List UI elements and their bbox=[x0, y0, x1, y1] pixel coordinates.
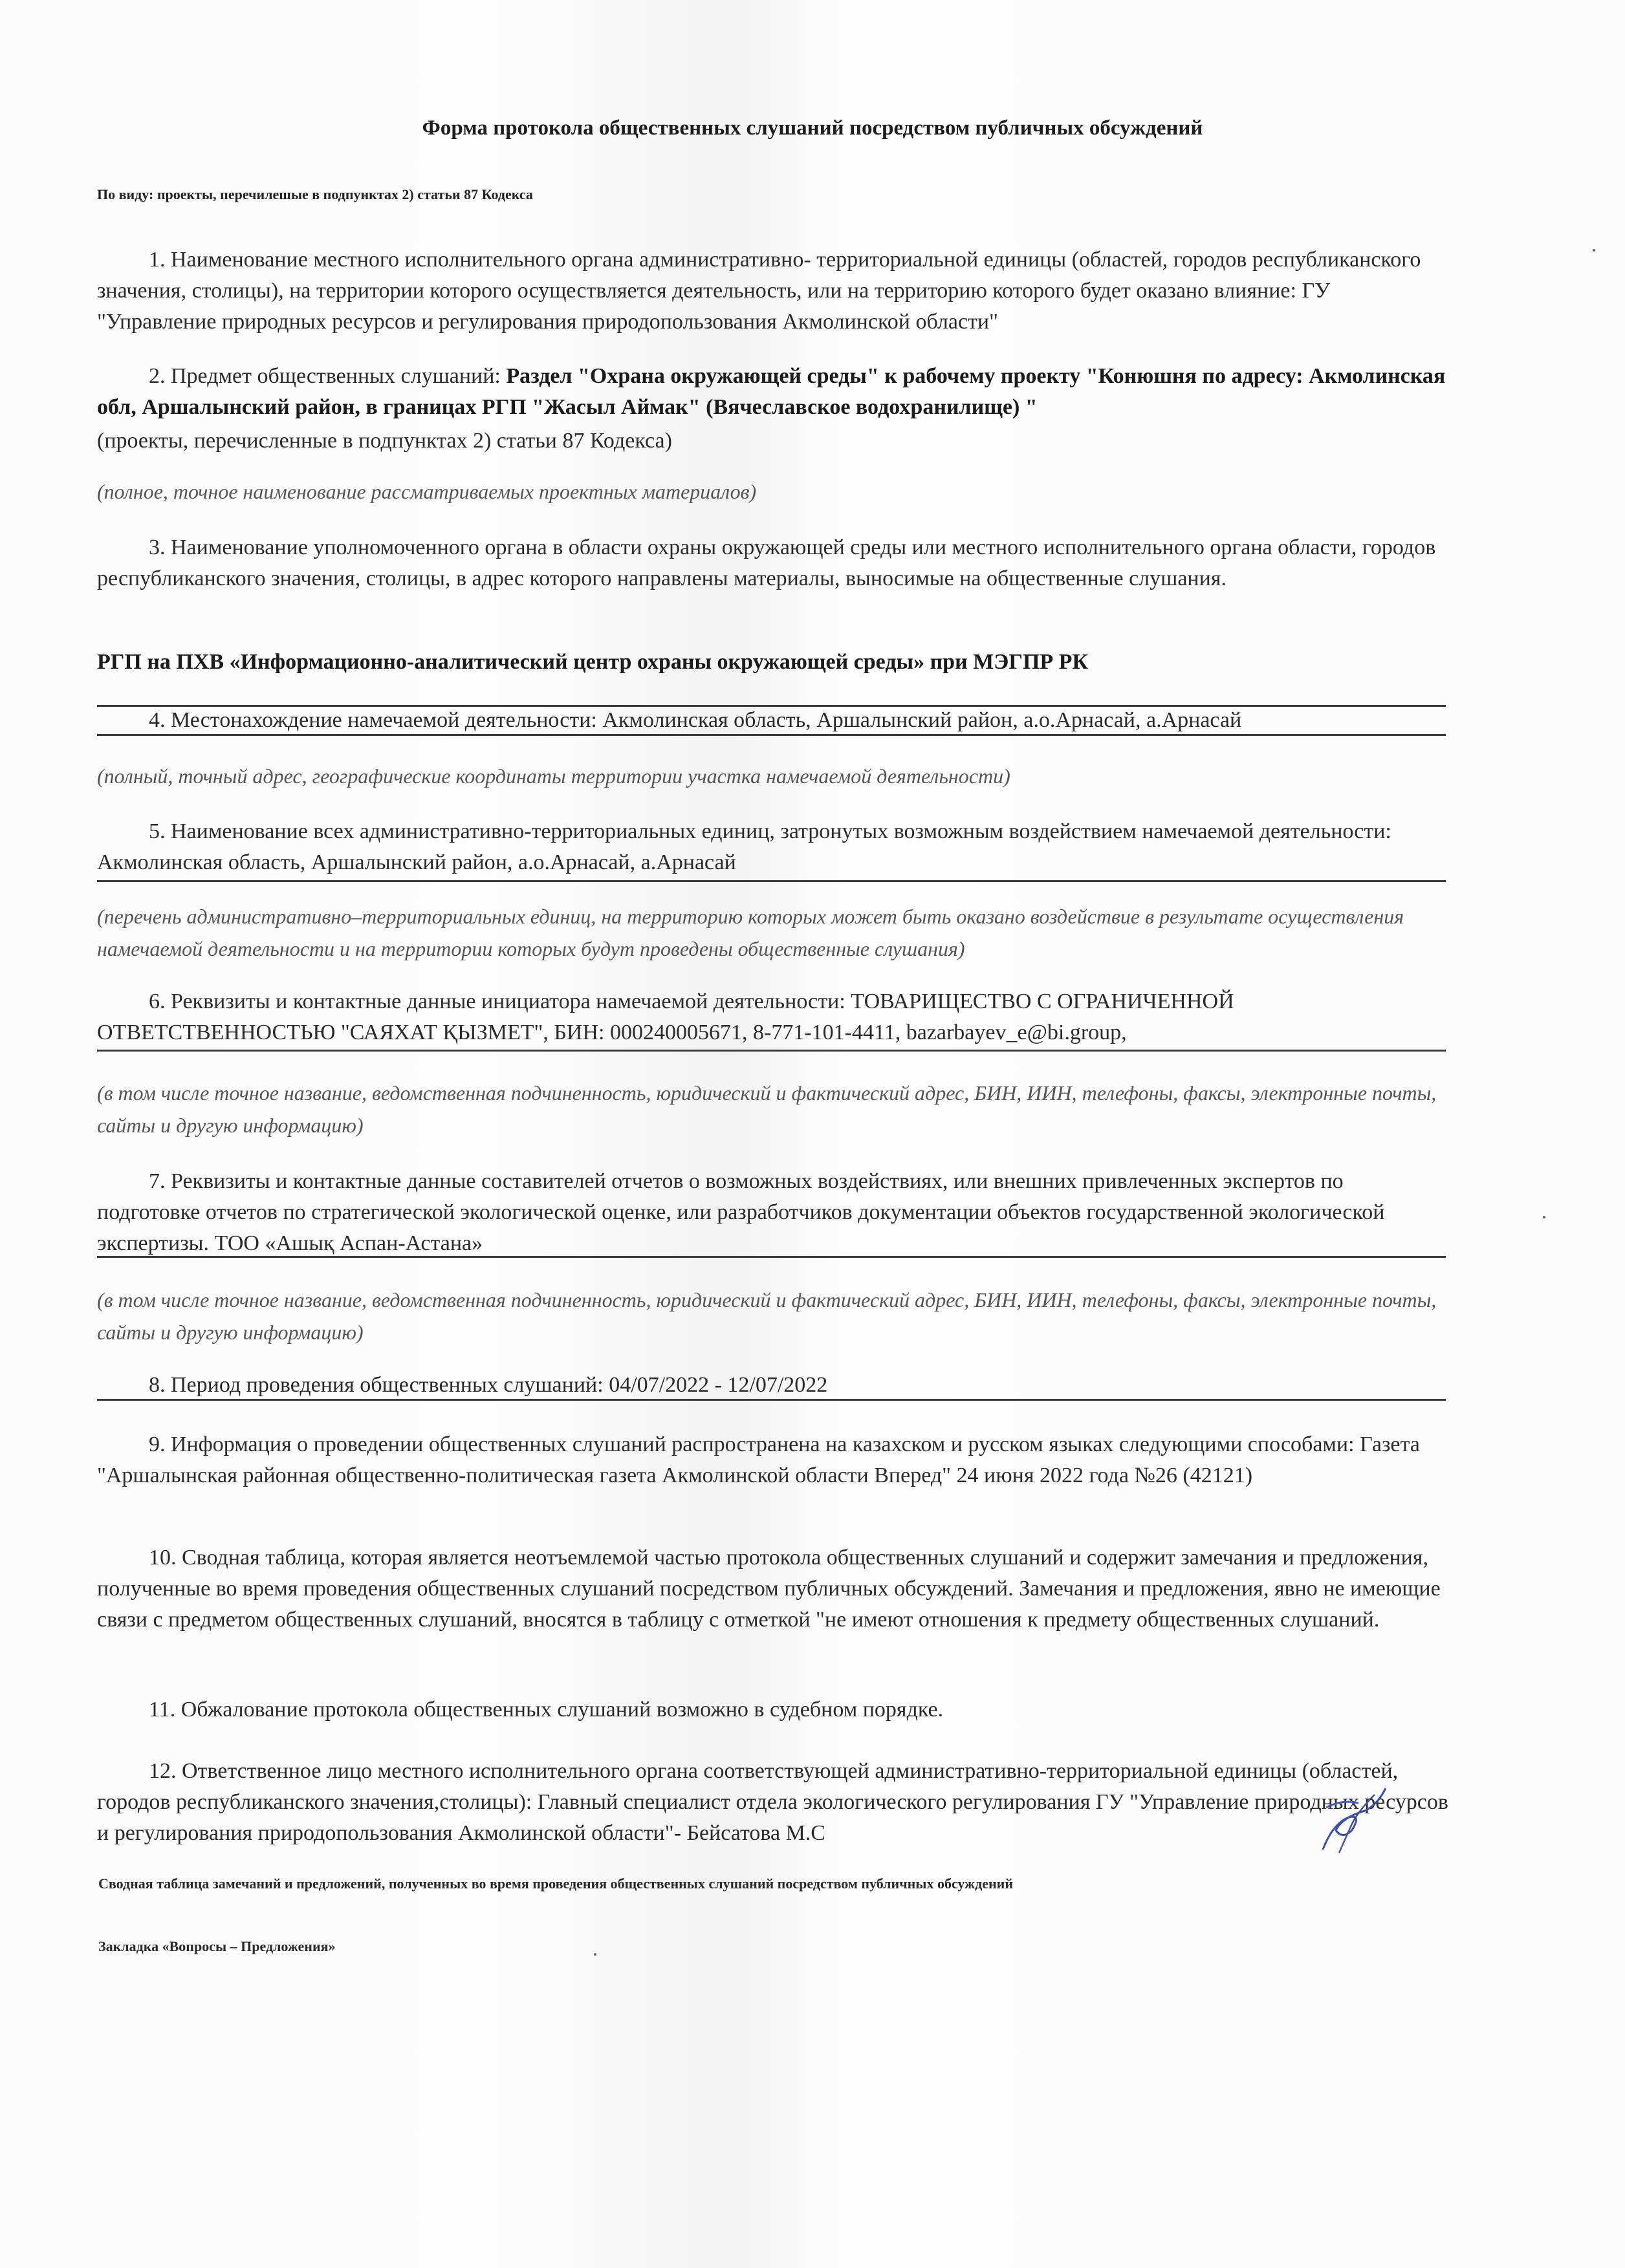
item-3 bbox=[97, 532, 1449, 594]
item-7-number: 7. bbox=[149, 1169, 166, 1193]
scan-speck bbox=[1543, 1216, 1545, 1218]
item-7-hint: (в том числе точное название, ведомственная подчиненность, юридический и фактический адрес, БИН, ИИН, телефоны, факсы, электронные почты, сайты и другую информацию) bbox=[97, 1288, 1437, 1344]
item-9 bbox=[97, 1429, 1449, 1491]
item-6-value: ТОВАРИЩЕСТВО С ОГРАНИЧЕННОЙ ОТВЕТСТВЕННОСТЬЮ "САЯХАТ ҚЫЗМЕТ", БИН: 000240005671, 8-771-101-4411, bazarbayev_e@bi.group, bbox=[97, 989, 1234, 1044]
item-7-label: Реквизиты и контактные данные составителей отчетов о возможных воздействиях, или внешних привлеченных экспертов по подготовке отчетов по стратегической экологической оценке, или разработчиков документации объектов государственной экологической экспертизы. bbox=[97, 1169, 1385, 1255]
item-2 bbox=[97, 361, 1449, 423]
item-10-label: Сводная таблица, которая является неотъемлемой частью протокола общественных слушаний и содержит замечания и предложения, полученные во время проведения общественных слушаний посредством публичных обсуждений. Замечания и предложения, явно не имеющие связи с предметом общественных слушаний, вносятся в таблицу с отметкой "не имеют отношения к предмету общественных слушаний. bbox=[97, 1546, 1441, 1632]
item-1 bbox=[97, 244, 1449, 338]
item-6-hint: (в том числе точное название, ведомственная подчиненность, юридический и фактический адрес, БИН, ИИН, телефоны, факсы, электронные почты, сайты и другую информацию) bbox=[97, 1081, 1437, 1137]
item-2-value: Раздел "Охрана окружающей среды" к рабочему проекту "Конюшня по адресу: Акмолинская обл, Аршалынский район, в границах РГП "Жасыл Аймак" (Вячеславское водохранилище) " bbox=[97, 364, 1446, 419]
item-9-label: Информация о проведении общественных слушаний распространена на казахском и русском языках следующими способами: bbox=[171, 1432, 1360, 1456]
item-8-label: Период проведения общественных слушаний: bbox=[171, 1373, 609, 1397]
item-10 bbox=[97, 1542, 1449, 1636]
divider-line bbox=[97, 734, 1446, 736]
item-5-number: 5. bbox=[149, 819, 166, 843]
item-7 bbox=[97, 1166, 1449, 1259]
item-1-label: Наименование местного исполнительного органа административно- территориальной единицы (областей, городов республиканского значения, столицы), на территории которого осуществляется деятельность, или на территорию которого будет оказано влияние: bbox=[97, 248, 1421, 303]
item-12-value: Главный специалист отдела экологического регулирования ГУ "Управление природных ресурсов и регулирования природопользования Акмолинской области"- Бейсатова М.С bbox=[97, 1790, 1448, 1845]
item-12-number: 12. bbox=[149, 1759, 177, 1783]
item-4 bbox=[97, 705, 1449, 736]
item-6 bbox=[97, 986, 1449, 1048]
document-title: Форма протокола общественных слушаний посредством публичных обсуждений bbox=[422, 116, 1203, 140]
divider-line bbox=[97, 1256, 1446, 1258]
item-1-number: 1. bbox=[149, 248, 166, 272]
signature-icon bbox=[1313, 1785, 1391, 1856]
item-4-value: Акмолинская область, Аршалынский район, а.о.Арнасай, а.Арнасай bbox=[602, 708, 1242, 732]
divider-line bbox=[97, 1050, 1446, 1052]
item-4-label: Местонахождение намечаемой деятельности: bbox=[171, 708, 603, 732]
item-3-number: 3. bbox=[149, 535, 166, 559]
item-3-label: Наименование уполномоченного органа в области охраны окружающей среды или местного исполнительного органа области, городов республиканского значения, столицы, в адрес которого направлены материалы, выносимые на общественные слушания. bbox=[97, 535, 1436, 590]
item-8-number: 8. bbox=[149, 1373, 166, 1397]
item-2-hint: (полное, точное наименование рассматриваемых проектных материалов) bbox=[97, 480, 757, 503]
item-4-hint: (полный, точный адрес, географические координаты территории участка намечаемой деятельности) bbox=[97, 764, 1010, 788]
item-6-number: 6. bbox=[149, 989, 166, 1013]
item-10-number: 10. bbox=[149, 1546, 177, 1570]
divider-line bbox=[97, 880, 1446, 882]
item-5 bbox=[97, 816, 1449, 878]
divider-line bbox=[97, 1399, 1446, 1401]
item-5-label: Наименование всех административно-территориальных единиц, затронутых возможным воздействием намечаемой деятельности: bbox=[171, 819, 1391, 843]
item-12 bbox=[97, 1756, 1449, 1849]
summary-table-title: Сводная таблица замечаний и предложений, полученных во время проведения общественных слушаний посредством публичных обсуждений bbox=[98, 1875, 1014, 1892]
item-8 bbox=[97, 1370, 1449, 1401]
item-9-number: 9. bbox=[149, 1432, 166, 1456]
item-5-hint: (перечень административно–территориальных единиц, на территорию которых может быть оказано воздействие в результате осуществления намечаемой деятельности и на территории которых будут проведены общественные слушания) bbox=[97, 905, 1404, 960]
item-7-value: ТОО «Ашық Аспан-Астана» bbox=[214, 1231, 483, 1255]
item-11-label: Обжалование протокола общественных слушаний возможно в судебном порядке. bbox=[180, 1698, 944, 1722]
item-11 bbox=[97, 1694, 1449, 1725]
item-1-value: ГУ "Управление природных ресурсов и регулирования природопользования Акмолинской области" bbox=[97, 279, 1331, 334]
document-subtitle: По виду: проекты, перечилешые в подпунктах 2) статьи 87 Кодекса bbox=[97, 186, 533, 202]
item-4-number: 4. bbox=[149, 708, 166, 732]
item-9-value: Газета "Аршалынская районная общественно-политическая газета Акмолинской области Вперед" 24 июня 2022 года №26 (42121) bbox=[97, 1432, 1420, 1487]
item-2-number: 2. bbox=[149, 364, 166, 388]
item-11-number: 11. bbox=[149, 1698, 176, 1722]
tab-label: Закладка «Вопросы – Предложения» bbox=[98, 1938, 336, 1954]
item-8-value: 04/07/2022 - 12/07/2022 bbox=[609, 1373, 828, 1397]
item-12-label: Ответственное лицо местного исполнительного органа соответствующей административно-территориальной единицы (областей, городов республиканского значения,столицы): bbox=[97, 1759, 1399, 1814]
item-6-label: Реквизиты и контактные данные инициатора намечаемой деятельности: bbox=[171, 989, 851, 1013]
scan-speck bbox=[594, 1953, 596, 1956]
item-2-after: (проекты, перечисленные в подпунктах 2) статьи 87 Кодекса) bbox=[97, 429, 672, 453]
scan-speck bbox=[1593, 249, 1595, 252]
item-2-label: Предмет общественных слушаний: bbox=[171, 364, 507, 388]
item-3-value: РГП на ПХВ «Информационно-аналитический центр охраны окружающей среды» при МЭГПР РК bbox=[97, 650, 1089, 674]
item-5-value: Акмолинская область, Аршалынский район, а.о.Арнасай, а.Арнасай bbox=[97, 850, 736, 874]
